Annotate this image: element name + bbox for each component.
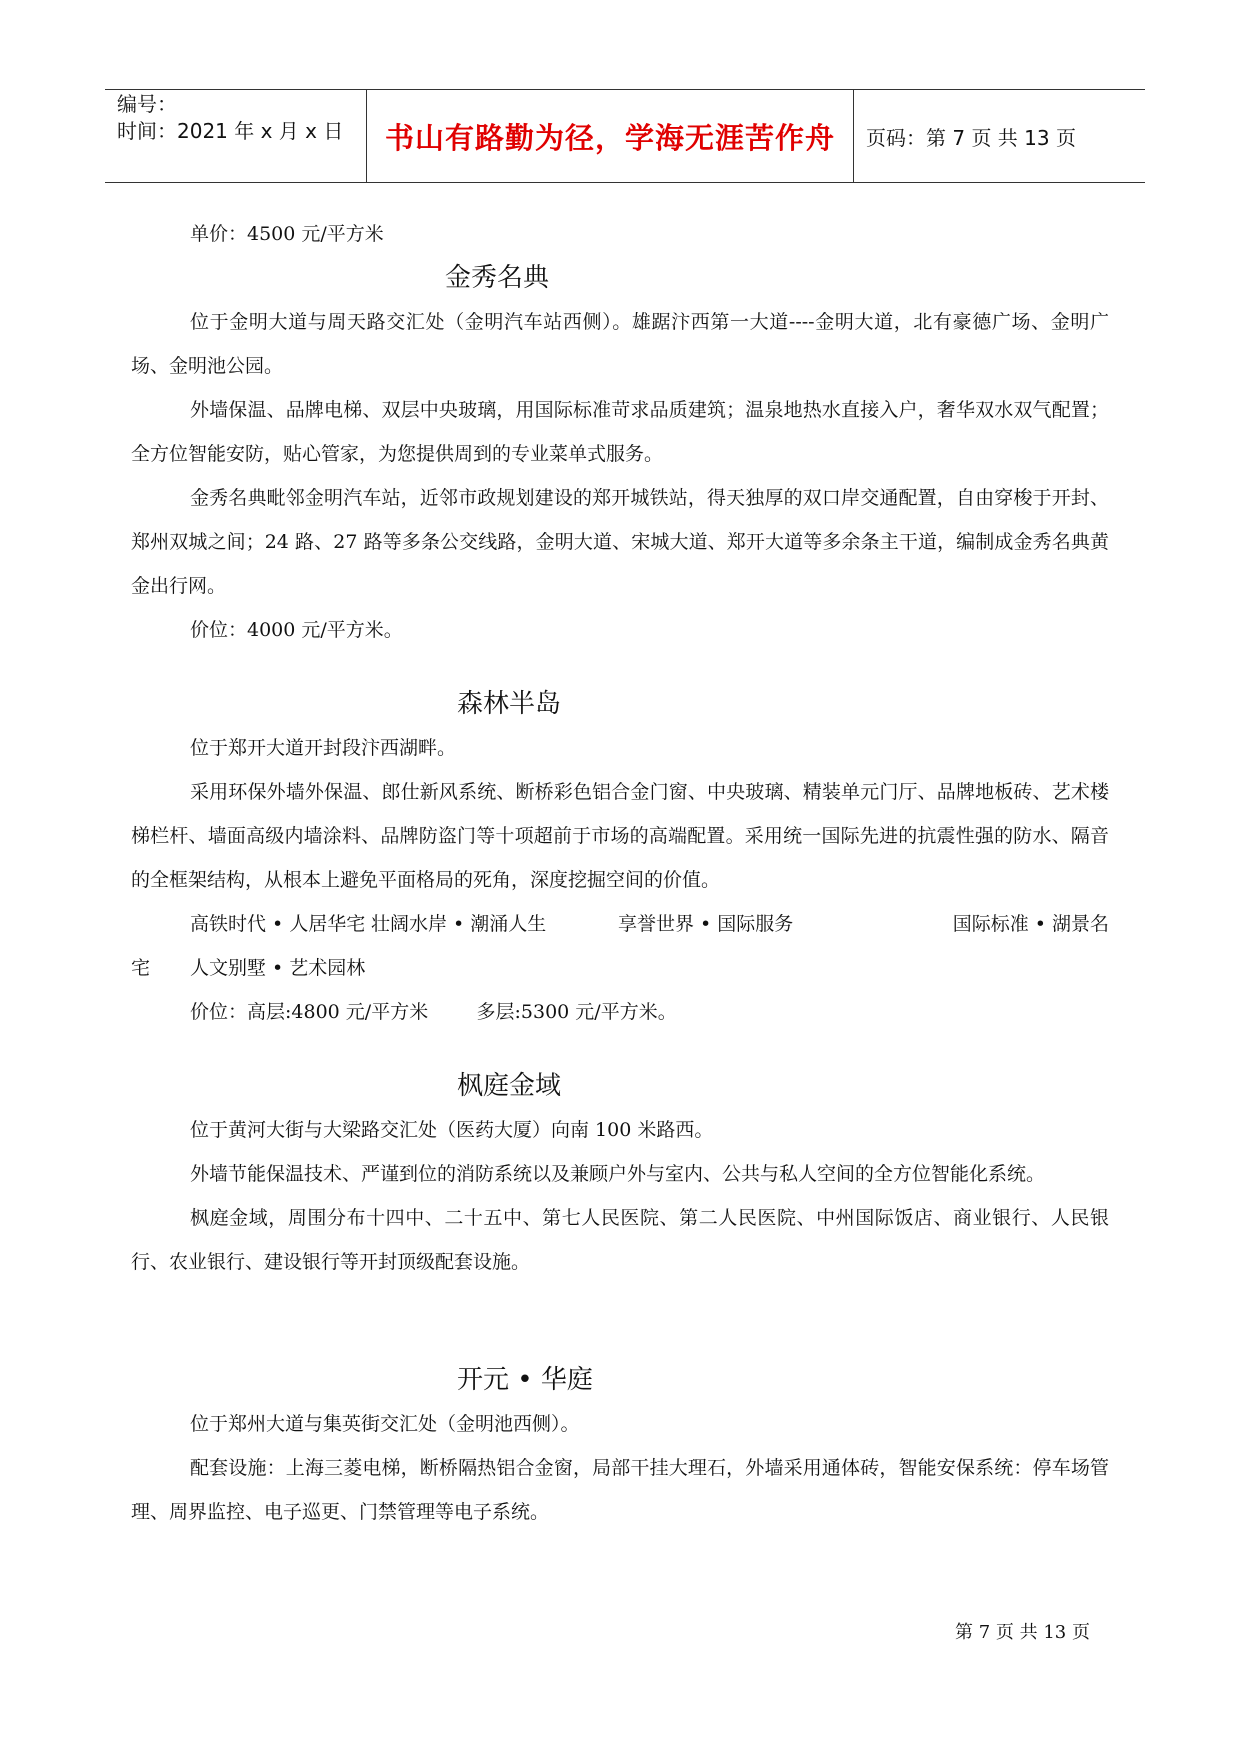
paragraph: 金秀名典毗邻金明汽车站，近邻市政规划建设的郑开城铁站，得天独厚的双口岸交通配置，自由穿梭于开封、郑州双城之间；24 路、27 路等多条公交线路，金明大道、宋城大道、郑开大道等多余条主干道，编制成金秀名典黄金出行网。	[131, 487, 1109, 597]
paragraph: 采用环保外墙外保温、郎仕新风系统、断桥彩色铝合金门窗、中央玻璃、精装单元门厅、品牌地板砖、艺术楼梯栏杆、墙面高级内墙涂料、品牌防盗门等十项超前于市场的高端配置。采用统一国际先进的抗震性强的防水、隔音的全框架结构，从根本上避免平面格局的死角，深度挖掘空间的价值。	[131, 781, 1109, 891]
paragraph: 位于郑州大道与集英街交汇处（金明池西侧）。	[190, 1413, 580, 1435]
document-time-label: 时间：2021 年 x 月 x 日	[117, 119, 344, 143]
section-title: 森林半岛	[457, 689, 562, 719]
page-header	[105, 89, 1145, 183]
section-title: 枫庭金域	[457, 1071, 562, 1101]
slogan-line	[131, 946, 1109, 990]
paragraph: 枫庭金域，周围分布十四中、二十五中、第七人民医院、第二人民医院、中州国际饭店、商业银行、人民银行、农业银行、建设银行等开封顶级配套设施。	[131, 1207, 1109, 1273]
slogan: 国际标准 • 湖景名	[952, 913, 1109, 935]
header-motto: 书山有路勤为径，学海无涯苦作舟	[367, 90, 854, 182]
header-page-label: 页码：第 7 页 共 13 页	[866, 125, 1076, 150]
paragraph: 外墙节能保温技术、严谨到位的消防系统以及兼顾户外与室内、公共与私人空间的全方位智能化系统。	[190, 1163, 1046, 1185]
slogan: 人文别墅 • 艺术园林	[190, 957, 366, 979]
paragraph: 外墙保温、品牌电梯、双层中央玻璃，用国际标准苛求品质建筑；温泉地热水直接入户，奢华双水双气配置；全方位智能安防，贴心管家，为您提供周到的专业菜单式服务。	[131, 399, 1109, 465]
section-title: 金秀名典	[445, 263, 550, 293]
header-meta	[105, 90, 367, 182]
slogan: 享誉世界 • 国际服务	[618, 913, 794, 935]
paragraph: 位于郑开大道开封段汴西湖畔。	[190, 737, 457, 759]
slogan-line	[131, 902, 1109, 946]
document-number-label: 编号：	[117, 92, 177, 116]
paragraph: 配套设施：上海三菱电梯，断桥隔热铝合金窗，局部干挂大理石，外墙采用通体砖，智能安保系统：停车场管理、周界监控、电子巡更、门禁管理等电子系统。	[131, 1457, 1109, 1523]
paragraph: 位于金明大道与周天路交汇处（金明汽车站西侧）。雄踞汴西第一大道----金明大道，北有豪德广场、金明广场、金明池公园。	[131, 311, 1109, 377]
slogan: 宅	[131, 957, 151, 979]
slogan: 高铁时代 • 人居华宅	[190, 913, 366, 935]
slogan: 壮阔水岸 • 潮涌人生	[371, 913, 547, 935]
price-line: 价位：4000 元/平方米。	[190, 619, 403, 641]
intro-price: 单价：4500 元/平方米	[190, 223, 384, 245]
page-footer: 第 7 页 共 13 页	[955, 1622, 1090, 1643]
document-body	[131, 212, 1109, 1534]
paragraph: 位于黄河大街与大梁路交汇处（医药大厦）向南 100 米路西。	[190, 1119, 714, 1141]
price-line: 价位：高层:4800 元/平方米 多层:5300 元/平方米。	[190, 1001, 677, 1023]
section-title: 开元 • 华庭	[457, 1365, 593, 1395]
